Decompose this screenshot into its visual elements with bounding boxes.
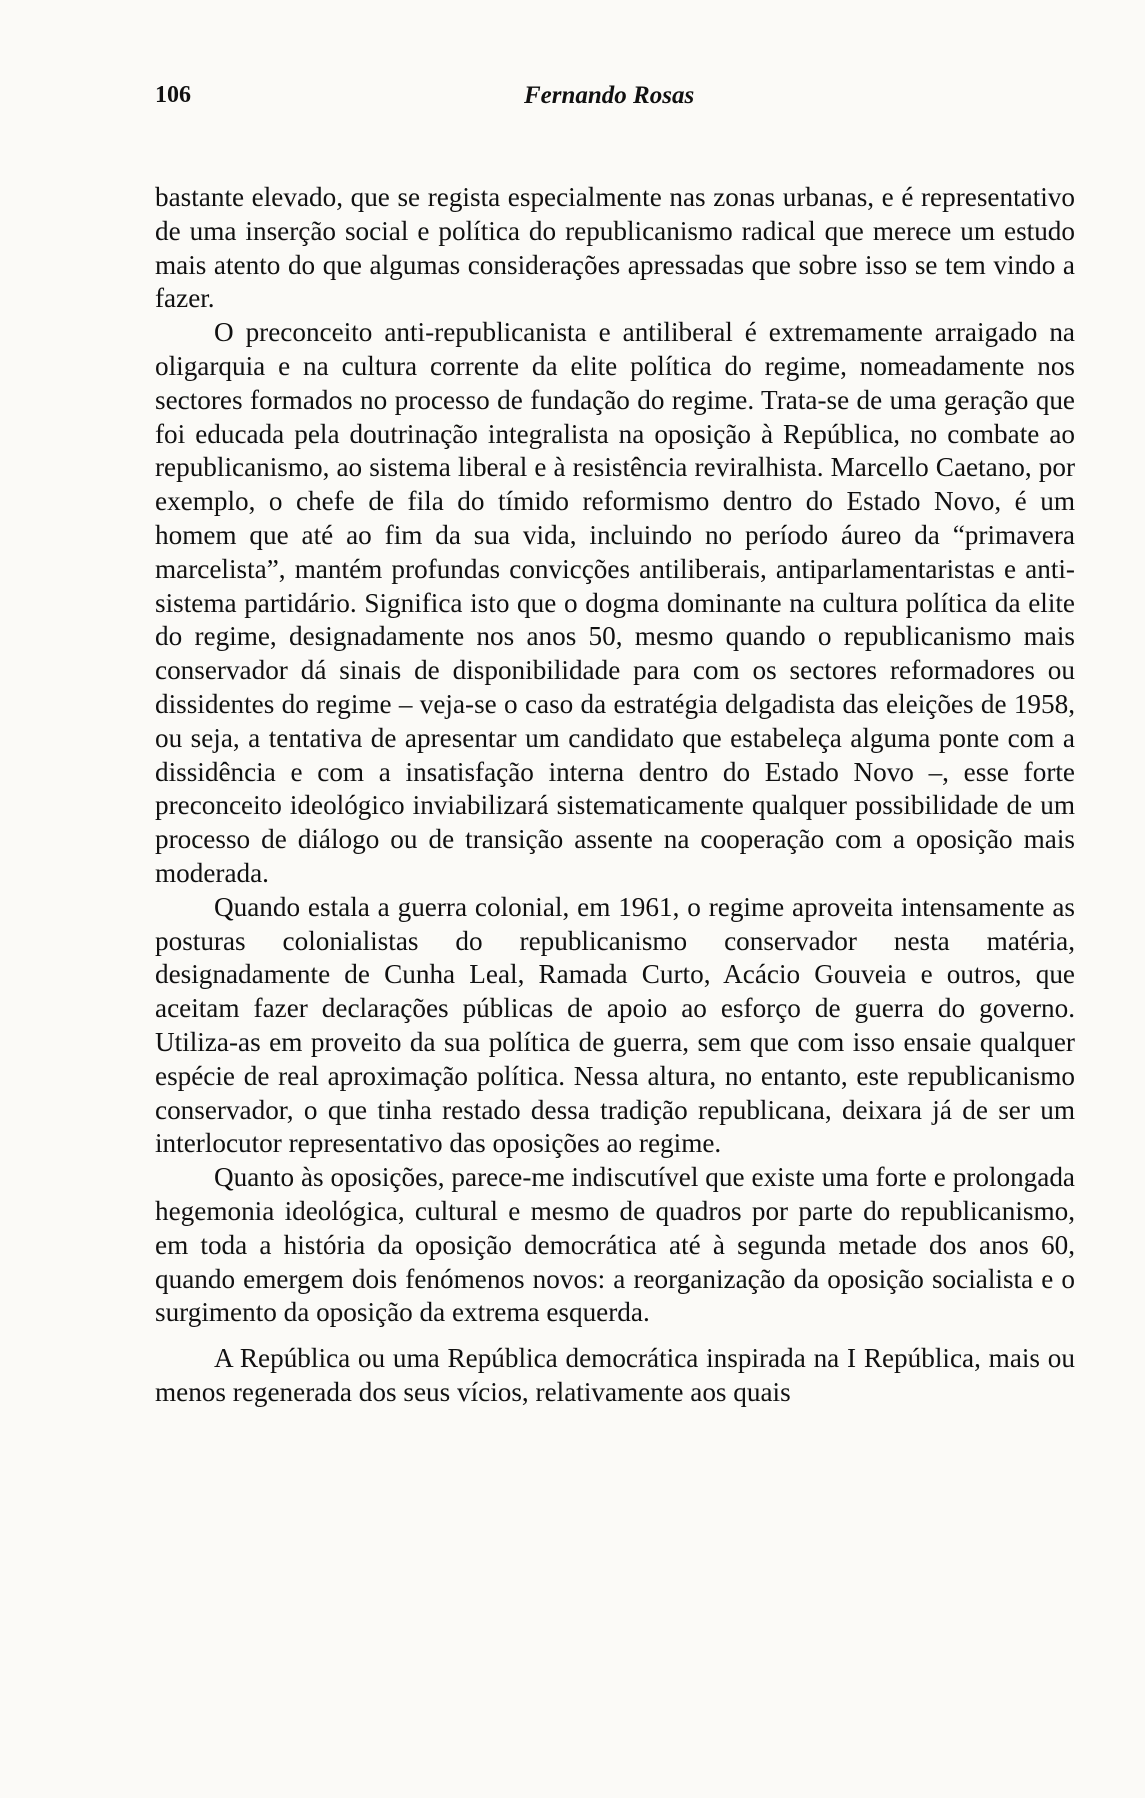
paragraph: A República ou uma República democrática inspirada na I República, mais ou menos regenerada dos seus vícios, relativamente aos quais (155, 1343, 1075, 1407)
paragraph: Quando estala a guerra colonial, em 1961, o regime aproveita intensamente as posturas colonialistas do republicanismo conservador nesta matéria, designadamente de Cunha Leal, Ramada Curto, Acácio Gouveia e outros, que aceitam fazer declarações públicas de apoio ao esforço de guerra do governo. Utiliza-as em proveito da sua política de guerra, sem que com isso ensaie qualquer espécie de real aproximação política. Nessa altura, no entanto, este republicanismo conservador, o que tinha restado dessa tradição republicana, deixara já de ser um interlocutor representativo das oposições ao regime. (155, 891, 1075, 1159)
paragraph: O preconceito anti-republicanista e antiliberal é extremamente arraigado na oligarquia e na cultura corrente da elite política do regime, nomeadamente nos sectores formados no processo de fundação do regime. Trata-se de uma geração que foi educada pela doutrinação integralista na oposição à República, no combate ao republicanismo, ao sistema liberal e à resistência reviralhista. Marcello Caetano, por exemplo, o chefe de fila do tímido reformismo dentro do Estado Novo, é um homem que até ao fim da sua vida, incluindo no período áureo da “primavera marcelista”, mantém profundas convicções antiliberais, antiparlamentaristas e anti-sistema partidário. Significa isto que o dogma dominante na cultura política da elite do regime, designadamente nos anos 50, mesmo quando o republicanismo mais conservador dá sinais de disponibilidade para com os sectores reformadores ou dissidentes do regime – veja-se o caso da estratégia delgadista das eleições de 1958, ou seja, a tentativa de apresentar um candidato que estabeleça alguma ponte com a dissidência e com a insatisfação interna dentro do Estado Novo –, esse forte preconceito ideológico inviabilizará sistematicamente qualquer possibilidade de um processo de diálogo ou de transição assente na cooperação com a oposição mais moderada. (155, 317, 1075, 888)
running-head-author: Fernando Rosas (524, 82, 695, 109)
body-text (155, 181, 1075, 1410)
paragraph-continued: bastante elevado, que se regista especialmente nas zonas urbanas, e é representativo de uma inserção social e política do republicanismo radical que merece um estudo mais atento do que algumas considerações apressadas que sobre isso se tem vindo a fazer. (155, 182, 1075, 314)
page-number: 106 (155, 82, 191, 108)
page-header (155, 82, 1075, 122)
paragraph: Quanto às oposições, parece-me indiscutível que existe uma forte e prolongada hegemonia ideológica, cultural e mesmo de quadros por parte do republicanismo, em toda a história da oposição democrática até à segunda metade dos anos 60, quando emergem dois fenómenos novos: a reorganização da oposição socialista e o surgimento da oposição da extrema esquerda. (155, 1162, 1075, 1328)
